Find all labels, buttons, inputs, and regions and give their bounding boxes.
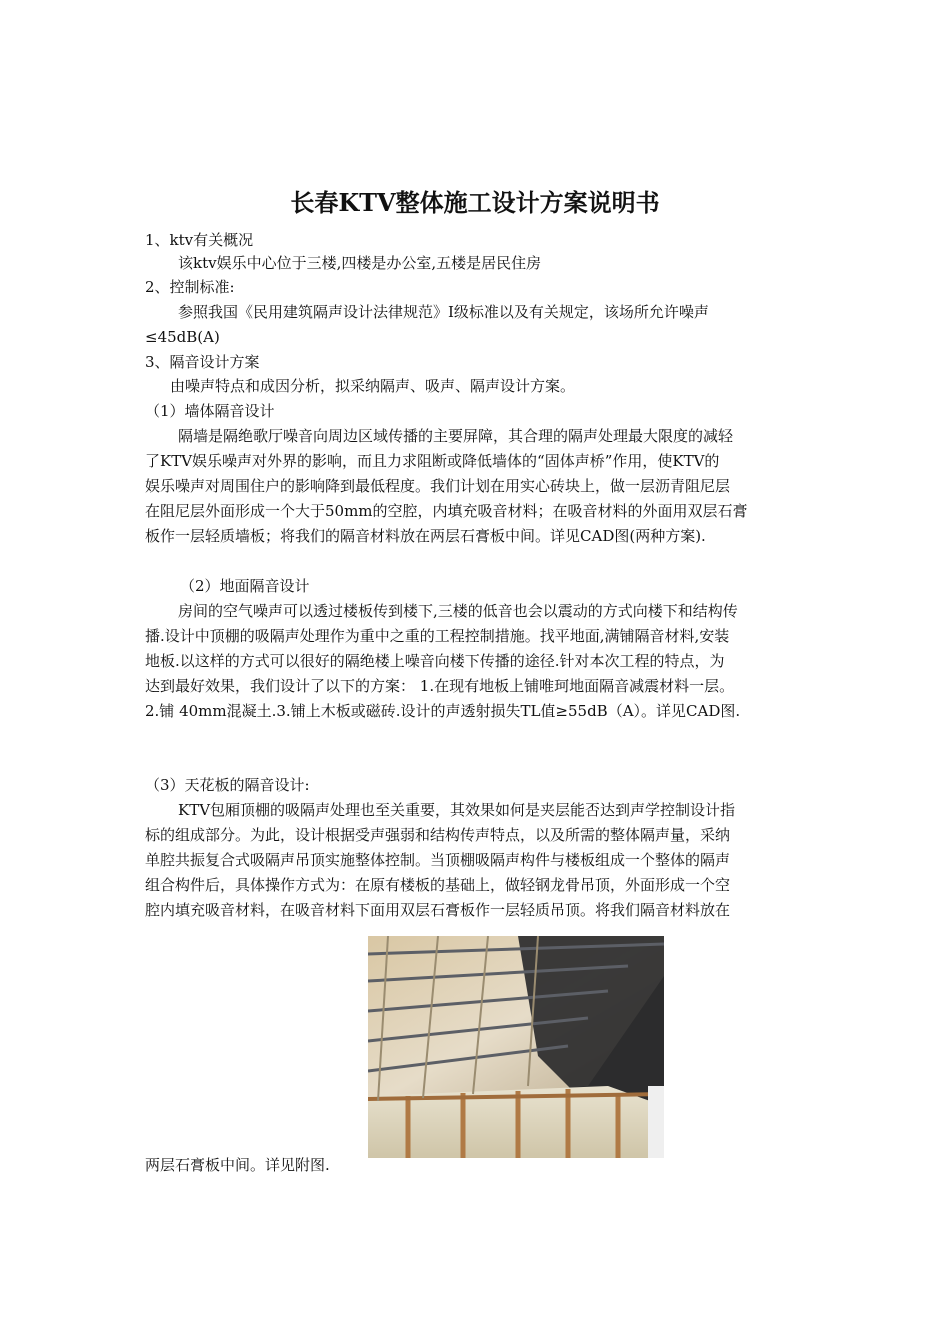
paragraph-line: KTV包厢顶棚的吸隔声处理也至关重要，其效果如何是夹层能否达到声学控制设计指 [178,801,736,819]
subsection-heading-ceiling: （3）天花板的隔音设计: [145,776,310,794]
section-heading-3: 3、隔音设计方案 [145,353,260,371]
paragraph-line: 标的组成部分。为此，设计根据受声强弱和结构传声特点，以及所需的整体隔声量，采纳 [145,826,731,844]
subsection-heading-wall: （1）墙体隔音设计 [145,402,275,420]
paragraph-line: 参照我国《民用建筑隔声设计法律规范》Ⅰ级标准以及有关规定，该场所允许噪声 [178,303,709,321]
paragraph-line: 在阻尼层外面形成一个大于50mm的空腔，内填充吸音材料；在吸音材料的外面用双层石膏 [145,502,748,520]
paragraph-line: 单腔共振复合式吸隔声吊顶实施整体控制。当顶棚吸隔声构件与楼板组成一个整体的隔声 [145,851,731,869]
paragraph-line: 腔内填充吸音材料，在吸音材料下面用双层石膏板作一层轻质吊顶。将我们隔音材料放在 [145,901,731,919]
paragraph-line: ≤45dB(A) [145,328,220,346]
paragraph-line: 2.铺 40mm混凝土.3.铺上木板或磁砖.设计的声透射损失TL值≥55dB（A）。详见CAD图. [145,702,741,720]
subsection-heading-floor: （2）地面隔音设计 [180,577,310,595]
paragraph-line: 达到最好效果，我们设计了以下的方案： 1.在现有地板上铺唯珂地面隔音减震材料一层。 [145,677,735,695]
paragraph-line: 两层石膏板中间。详见附图. [145,1156,330,1174]
paragraph-line: 隔墙是隔绝歌厅噪音向周边区域传播的主要屏障，其合理的隔声处理最大限度的减轻 [178,427,734,445]
ceiling-insulation-photo [368,936,664,1158]
paragraph-line: 地板.以这样的方式可以很好的隔绝楼上噪音向楼下传播的途径.针对本次工程的特点，为 [145,652,725,670]
paragraph-line: 娱乐噪声对周围住户的影响降到最低程度。我们计划在用实心砖块上，做一层沥青阻尼层 [145,477,731,495]
section-heading-1: 1、ktv有关概况 [145,231,254,249]
paragraph-line: 该ktv娱乐中心位于三楼,四楼是办公室,五楼是居民住房 [178,254,542,272]
paragraph-line: 组合构件后，具体操作方式为：在原有楼板的基础上，做轻钢龙骨吊顶，外面形成一个空 [145,876,731,894]
paragraph-line: 由噪声特点和成因分析，拟采纳隔声、吸声、隔声设计方案。 [170,377,576,395]
paragraph-line: 房间的空气噪声可以透过楼板传到楼下,三楼的低音也会以震动的方式向楼下和结构传 [178,602,738,620]
document-title: 长春KTV整体施工设计方案说明书 [290,188,660,217]
paragraph-line: 播.设计中顶棚的吸隔声处理作为重中之重的工程控制措施。找平地面,满铺隔音材料,安装 [145,627,730,645]
section-heading-2: 2、控制标准: [145,278,235,296]
paragraph-line: 板作一层轻质墙板；将我们的隔音材料放在两层石膏板中间。详见CAD图(两种方案). [145,527,706,545]
paragraph-line: 了KTV娱乐噪声对外界的影响，而且力求阻断或降低墙体的“固体声桥”作用，使KTV的 [145,452,720,470]
